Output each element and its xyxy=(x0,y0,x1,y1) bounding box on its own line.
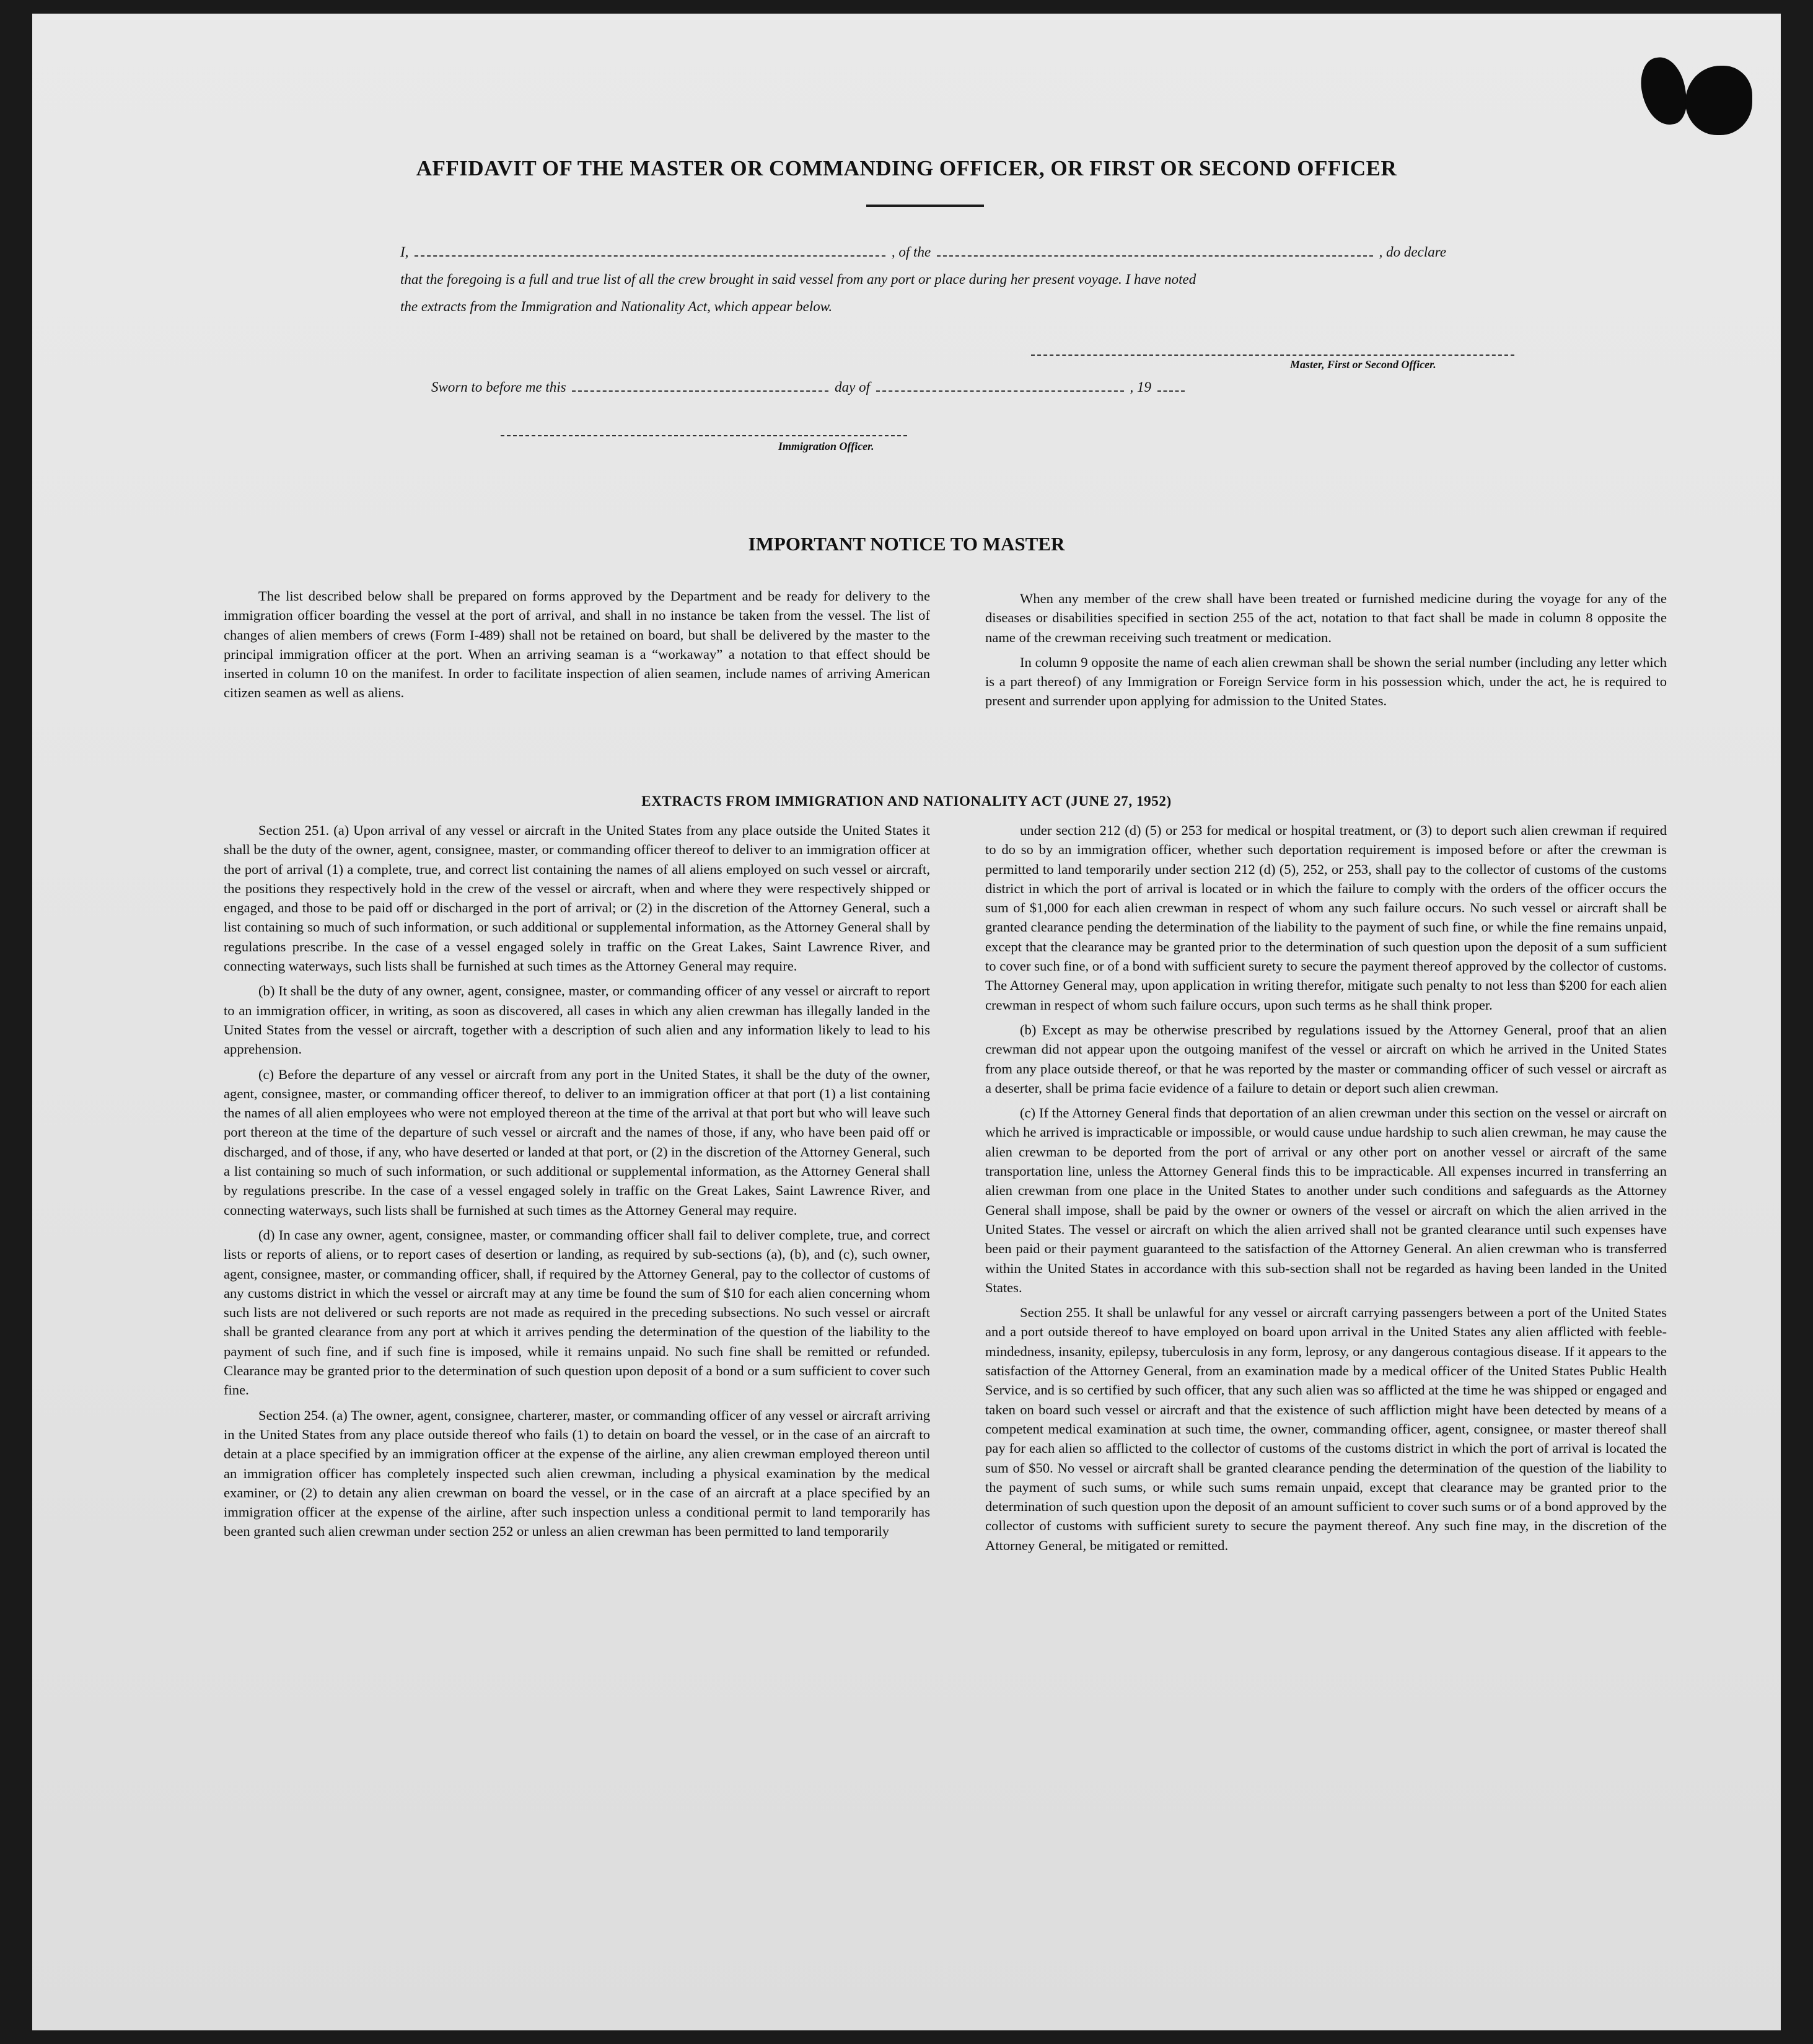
title-rule xyxy=(866,205,984,207)
ink-blot xyxy=(1638,55,1690,128)
sworn-line xyxy=(431,379,1187,395)
paragraph: (b) Except as may be otherwise prescribed by regulations issued by the Attorney General, proof that an alien crewman did not appear upon the outgoing manifest of the vessel or aircraft on which he arrived in the United States from any place outside thereof, or that he was reported by the master or commanding officer of such vessel or aircraft as a deserter, shall be prima facie evidence of a failure to detain or deport such alien crewman. xyxy=(985,1021,1667,1096)
bleed-through-mark xyxy=(1457,200,1482,218)
sworn-day-of: day of xyxy=(835,379,870,395)
immigration-officer-caption: Immigration Officer. xyxy=(778,440,874,452)
sworn-year-field-line[interactable] xyxy=(1157,389,1185,392)
paragraph: In column 9 opposite the name of each alien crewman shall be shown the serial number (including any letter which is a part thereof) of any Immigration or Foreign Service form in his possession which, under the act, he is required to present and surrender upon applying for admission to the United States. xyxy=(985,654,1667,709)
notice-left-column xyxy=(224,586,930,708)
extracts-right-column xyxy=(985,821,1667,1561)
document-page xyxy=(32,14,1781,2030)
declaration-line-1 xyxy=(400,244,1446,260)
declaration-prefix: I, xyxy=(400,244,409,260)
declaration-of-the: , of the xyxy=(891,244,931,260)
paragraph: (c) Before the departure of any vessel or aircraft from any port in the United States, it shall be the duty of the owner, agent, consignee, master, or commanding officer thereof, to deliver to an immigration officer at that port (1) a list containing the names of all alien employees who were not employed thereon at the time of the arrival at that port but who will leave such port thereon at the time of the departure of such vessel or aircraft and the names of those, if any, who have been paid off or discharged, and of those, if any, who have deserted or landed at that port, or (2) in the discretion of the Attorney General, such a list containing so much of such information, or such additional or supplemental information, as the Attorney General shall by regulations prescribe. In the case of a vessel engaged solely in traffic on the Great Lakes, Saint Lawrence River, and connecting waterways, such lists shall be furnished at such times as the Attorney General may require. xyxy=(224,1066,931,1218)
sworn-day-field-line[interactable] xyxy=(572,389,828,392)
paragraph: Section 255. It shall be unlawful for any vessel or aircraft carrying passengers between a port of the United States and a port outside thereof to have employed on board upon arrival in the United States any alien afflicted with feeble-mindedness, insanity, epilepsy, tuberculosis in any form, leprosy, or any dangerous contagious disease. If it appears to the satisfaction of the Attorney General, from an examination made by a medical officer of the United States Public Health Service, and is so certified by such officer, that any such alien was so afflicted at the time he was shipped or engaged and taken on board such vessel or aircraft and that the existence of such affliction might have been detected by means of a competent medical examination at such time, the owner, commanding officer, agent, consignee, or master thereof shall pay for each alien so afflicted to the collector of customs of the customs district in which the port of arrival is located the sum of $50. No vessel or aircraft shall be granted clearance pending the determination of the question of the liability to the payment of such sums, or while such sums remain unpaid, except that clearance may be granted prior to the determination of such question upon the deposit of an amount sufficient to cover such sums or of a bond approved by the collector of customs with sufficient surety to secure the payment thereof. Any such fine may, in the discretion of the Attorney General, be mitigated or remitted. xyxy=(985,1305,1667,1553)
declaration-line-3: the extracts from the Immigration and Nationality Act, which appear below. xyxy=(400,299,833,314)
master-signature-line[interactable] xyxy=(1031,353,1514,356)
notice-title: IMPORTANT NOTICE TO MASTER xyxy=(748,533,1065,555)
name-field-line[interactable] xyxy=(415,254,885,257)
sworn-prefix: Sworn to before me this xyxy=(431,379,566,395)
paragraph: When any member of the crew shall have been treated or furnished medicine during the voyage for any of the diseases or disabilities specified in section 255 of the act, notation to that fact shall be made in column 8 opposite the name of the crewman receiving such treatment or medication. xyxy=(985,591,1667,645)
extracts-left-column xyxy=(224,821,930,1547)
paragraph: The list described below shall be prepared on forms approved by the Department and be ready for delivery to the immigration officer boarding the vessel at the port of arrival, and shall in no instance be taken from the vessel. The list of changes of alien members of crews (Form I-489) shall not be retained on board, but shall be delivered by the master to the principal immigration officer at the port. When an arriving seaman is a “workaway” a notation to that effect should be inserted in column 10 on the manifest. In order to facilitate inspection of alien seamen, include names of arriving American citizen seamen as well as aliens. xyxy=(224,588,930,701)
ink-blot xyxy=(1685,66,1752,135)
paragraph: under section 212 (d) (5) or 253 for medical or hospital treatment, or (3) to deport such alien crewman if required to do so by an immigration officer, whether such deportation requirement is imposed before or after the crewman is permitted to land temporarily under section 212 (d) (5), 252, or 253, shall pay to the collector of customs of the customs district in which the port of arrival is located or in which the failure to comply with the orders of the officer occurs the sum of $1,000 for each alien crewman in respect of whom any such failure occurs. No such vessel or aircraft shall be granted clearance pending the determination of the liability to the payment of such fine, or while the fine remains unpaid, except that the clearance may be granted prior to the determination of such question upon the deposit of a sum sufficient to cover such fine, or of a bond with sufficient surety to secure the payment thereof approved by the collector of customs. The Attorney General may, upon application in writing therefor, mitigate such penalty to not less than $200 for each alien crewman in respect of whom such failure occurs, upon such terms as he shall think proper. xyxy=(985,822,1667,1013)
paragraph: Section 254. (a) The owner, agent, consignee, charterer, master, or commanding officer of any vessel or aircraft arriving in the United States from any place outside thereof who fails (1) to detain on board the vessel, or in the case of an aircraft to detain at a place specified by an immigration officer at the expense of the airline, any alien crewman employed thereon until an immigration officer has completely inspected such alien crewman, including a physical examination by the medical examiner, or (2) to detain any alien crewman on board the vessel, or in the case of an aircraft at a place specified by an immigration officer at the expense of the airline, after such inspection unless a conditional permit to land temporarily has been granted such alien crewman under section 252 or unless an alien crewman has been permitted to land temporarily xyxy=(224,1407,930,1540)
notice-right-column xyxy=(985,589,1667,716)
declaration-line-2: that the foregoing is a full and true list of all the crew brought in said vessel from any port or place during her present voyage. I have noted xyxy=(400,271,1196,287)
paragraph: (c) If the Attorney General finds that deportation of an alien crewman under this section on the vessel or aircraft on which he arrived is impracticable or impossible, or would cause undue hardship to such alien crewman, he may cause the alien crewman to be deported from the port of arrival or any other port on another vessel or aircraft of the same transportation line, unless the Attorney General finds this to be impracticable. All expenses incurred in transferring an alien crewman from one place in the United States to another under such conditions and safeguards as the Attorney General shall impose, shall be paid by the owner or owners of the vessel or aircraft on which the alien arrived in the United States. The vessel or aircraft on which the alien arrived shall not be granted clearance until such expenses have been paid or their payment guaranteed to the satisfaction of the Attorney General. An alien crewman who is transferred within the United States in accordance with this sub-section shall not be regarded as having been landed in the United States. xyxy=(985,1105,1667,1295)
paragraph: Section 251. (a) Upon arrival of any vessel or aircraft in the United States from any place outside the United States it shall be the duty of the owner, agent, consignee, master, or commanding officer thereof to deliver to an immigration officer at the port of arrival (1) a complete, true, and correct list containing the names of all aliens employed on such vessel or aircraft, the positions they respectively hold in the crew of the vessel or aircraft, when and where they were respectively shipped or engaged, and those to be paid off or discharged in the port of arrival; or (2) in the discretion of the Attorney General, such a list containing so much of such information, or such additional or supplemental information, as the Attorney General shall by regulations prescribe. In the case of a vessel engaged solely in traffic on the Great Lakes, Saint Lawrence River, and connecting waterways, such lists shall be furnished at such times as the Attorney General may require. xyxy=(224,822,930,974)
sworn-year-prefix: , 19 xyxy=(1130,379,1151,395)
master-signature-caption: Master, First or Second Officer. xyxy=(1290,358,1436,371)
sworn-month-field-line[interactable] xyxy=(876,389,1124,392)
declaration-suffix: , do declare xyxy=(1379,244,1447,260)
extracts-title: EXTRACTS FROM IMMIGRATION AND NATIONALITY ACT (JUNE 27, 1952) xyxy=(641,793,1172,809)
paragraph: (b) It shall be the duty of any owner, agent, consignee, master, or commanding officer of any vessel or aircraft to report to an immigration officer, in writing, as soon as discovered, all cases in which any alien crewman has illegally landed in the United States from the vessel or aircraft, together with a description of such alien and any information likely to lead to his apprehension. xyxy=(224,983,930,1057)
affidavit-title: AFFIDAVIT OF THE MASTER OR COMMANDING OFFICER, OR FIRST OR SECOND OFFICER xyxy=(416,156,1397,180)
paragraph: (d) In case any owner, agent, consignee, master, or commanding officer shall fail to deliver complete, true, and correct lists or reports of aliens, or to report cases of desertion or landing, as required by sub-sections (a), (b), and (c), such owner, agent, consignee, master, or commanding officer, shall, if required by the Attorney General, pay to the collector of customs of any customs district in which the vessel or aircraft may at any time be found the sum of $10 for each alien concerning whom such lists are not delivered or such reports are not made as required in the preceding subsections. No such vessel or aircraft shall be granted clearance from any port at which it arrives pending the determination of the question of the liability to the payment of such fine, and if such fine is imposed, while it remains unpaid. No such fine shall be remitted or refunded. Clearance may be granted prior to the determination of such question upon deposit of a bond or a sum sufficient to cover such fine. xyxy=(224,1227,930,1398)
immigration-officer-signature-line[interactable] xyxy=(501,434,907,436)
vessel-field-line[interactable] xyxy=(937,254,1373,257)
